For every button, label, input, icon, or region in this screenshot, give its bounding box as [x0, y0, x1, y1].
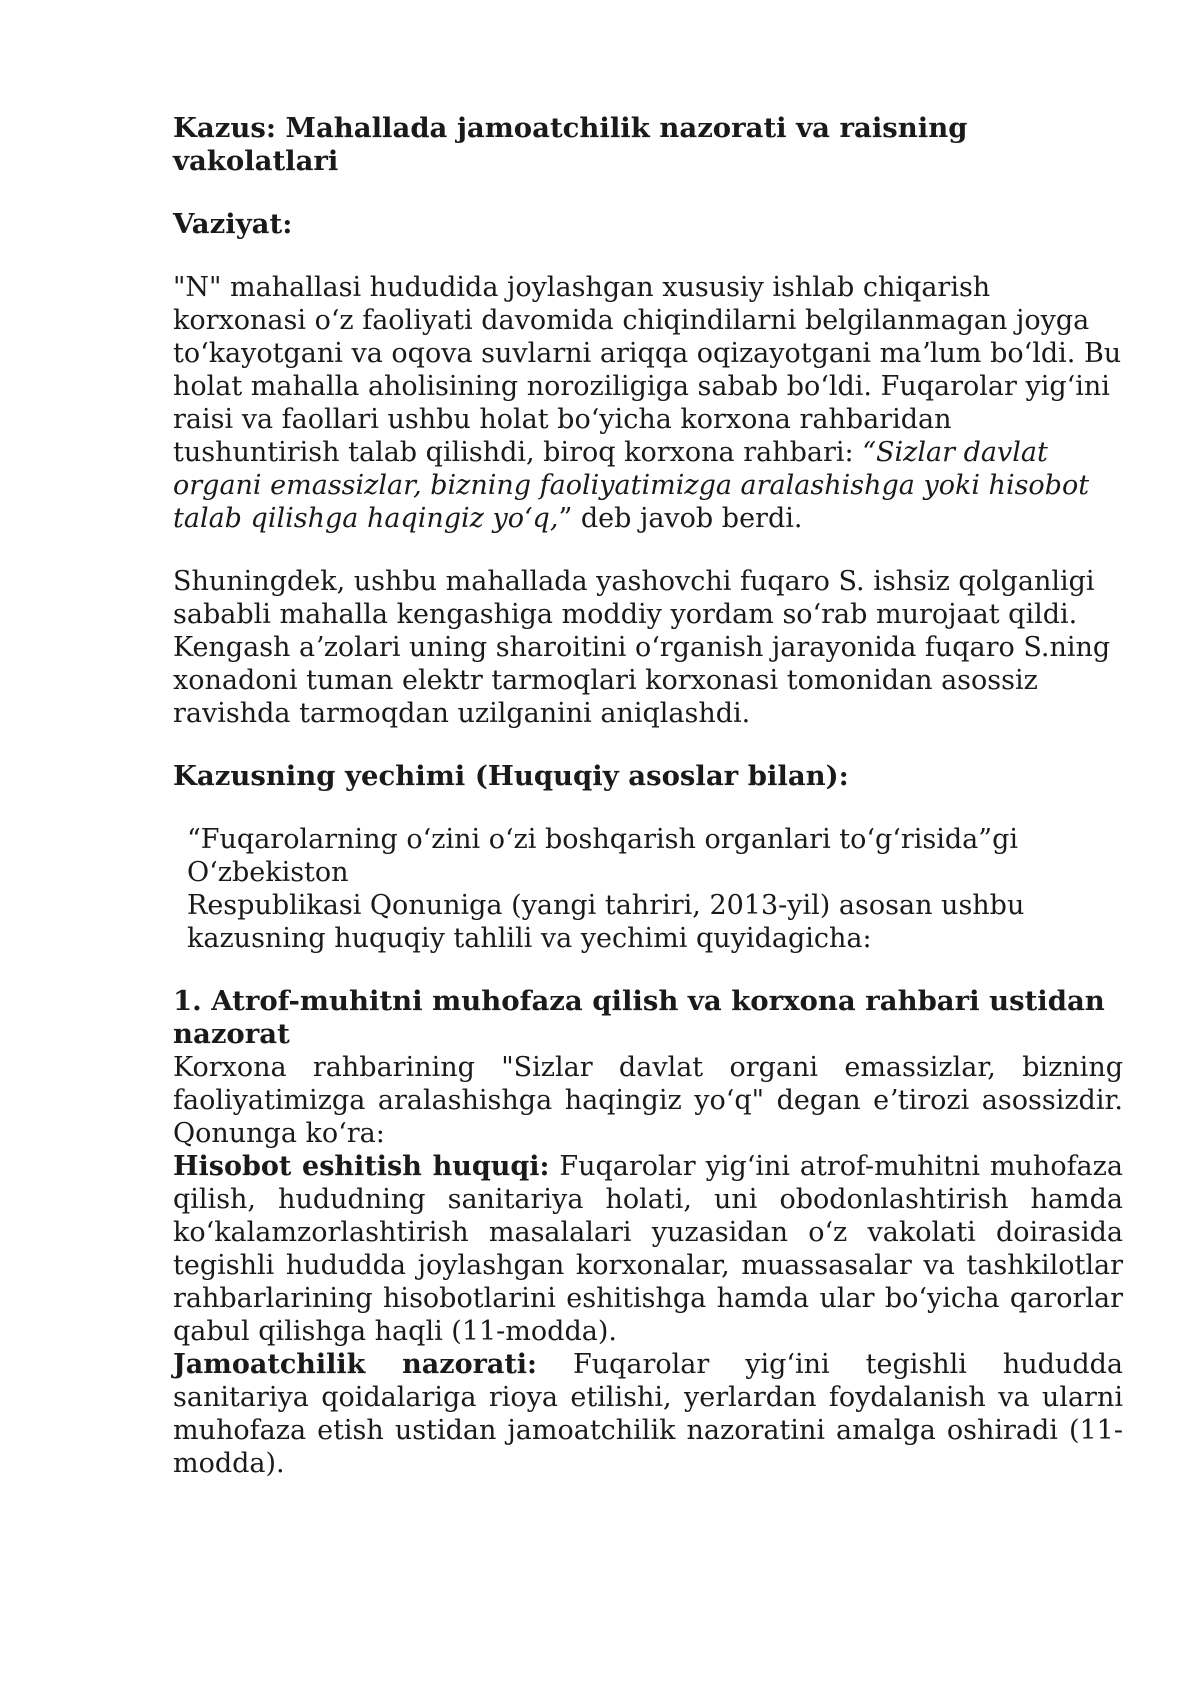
item-2-label: Jamoatchilik nazorati:	[173, 1349, 538, 1380]
item-1-text: Fuqarolar yigʻini atrof-muhitni muhofaza qilish, hududning sanitariya holati, uni obodonlashtirish hamda koʻkalamzorlashtirish masalalari yuzasidan oʻz vakolati doirasida tegishli hududda joylashgan korxonalar, muassasalar va tashkilotlar rahbarlarining hisobotlarini eshitishga hamda ular boʻyicha qarorlar qabul qilishga haqli (11-modda).	[173, 1151, 1123, 1347]
director-quote: “Sizlar davlat organi emassizlar, bizning faoliyatimizga aralashishga yoki hisobot talab qilishga haqingiz yoʻq,	[173, 437, 1090, 534]
situation-paragraph-2: Shuningdek, ushbu mahallada yashovchi fuqaro S. ishsiz qolganligi sababli mahalla kengashiga moddiy yordam soʻrab murojaat qildi. Kengash aʼzolari uning sharoitini oʻrganish jarayonida fuqaro S.ning xonadoni tuman elektr tarmoqlari korxonasi tomonidan asossiz ravishda tarmoqdan uzilganini aniqlashdi.	[173, 566, 1111, 729]
item-2-text: Fuqarolar yigʻini tegishli hududda sanitariya qoidalariga rioya etilishi, yerlardan foydalanish va ularni muhofaza etish ustidan jamoatchilik nazoratini amalga oshiradi (11-modda).	[173, 1349, 1123, 1479]
situation-paragraph-1	[173, 271, 1123, 535]
solution-intro-line-1: “Fuqarolarning oʻzini oʻzi boshqarish organlari toʻgʻrisida”gi Oʻzbekiston	[187, 824, 1018, 888]
section-1-item-2	[173, 1348, 1123, 1480]
solution-intro-line-2: Respublikasi Qonuniga (yangi tahriri, 2013-yil) asosan ushbu kazusning huquqiy tahlili va yechimi quyidagicha:	[187, 890, 1025, 954]
item-1-label: Hisobot eshitish huquqi:	[173, 1151, 550, 1182]
section-1-item-1	[173, 1150, 1123, 1348]
situation-paragraph-1-start: "N" mahallasi hududida joylashgan xususiy ishlab chiqarish korxonasi oʻz faoliyati davomida chiqindilarni belgilanmagan joyga toʻkayotgani va oqova suvlarni ariqqa oqizayotgani maʼlum boʻldi. Bu holat mahalla aholisining noroziligiga sabab boʻldi. Fuqarolar yigʻini raisi va faollari ushbu holat boʻyicha korxona rahbaridan tushuntirish talab qilishdi, biroq korxona rahbari:	[173, 272, 1122, 468]
document-title: Kazus: Mahallada jamoatchilik nazorati va raisning vakolatlari	[173, 112, 968, 177]
document-page	[173, 112, 1123, 1480]
solution-heading: Kazusning yechimi (Huquqiy asoslar bilan):	[173, 760, 849, 792]
situation-paragraph-1-end: ” deb javob berdi.	[558, 503, 803, 534]
section-1-heading: 1. Atrof-muhitni muhofaza qilish va korxona rahbari ustidan nazorat	[173, 985, 1105, 1050]
situation-heading: Vaziyat:	[173, 208, 293, 240]
section-1-intro: Korxona rahbarining "Sizlar davlat organi emassizlar, bizning faoliyatimizga aralashishga haqingiz yoʻq" degan eʼtirozi asossizdir. Qonunga koʻra:	[173, 1052, 1123, 1149]
